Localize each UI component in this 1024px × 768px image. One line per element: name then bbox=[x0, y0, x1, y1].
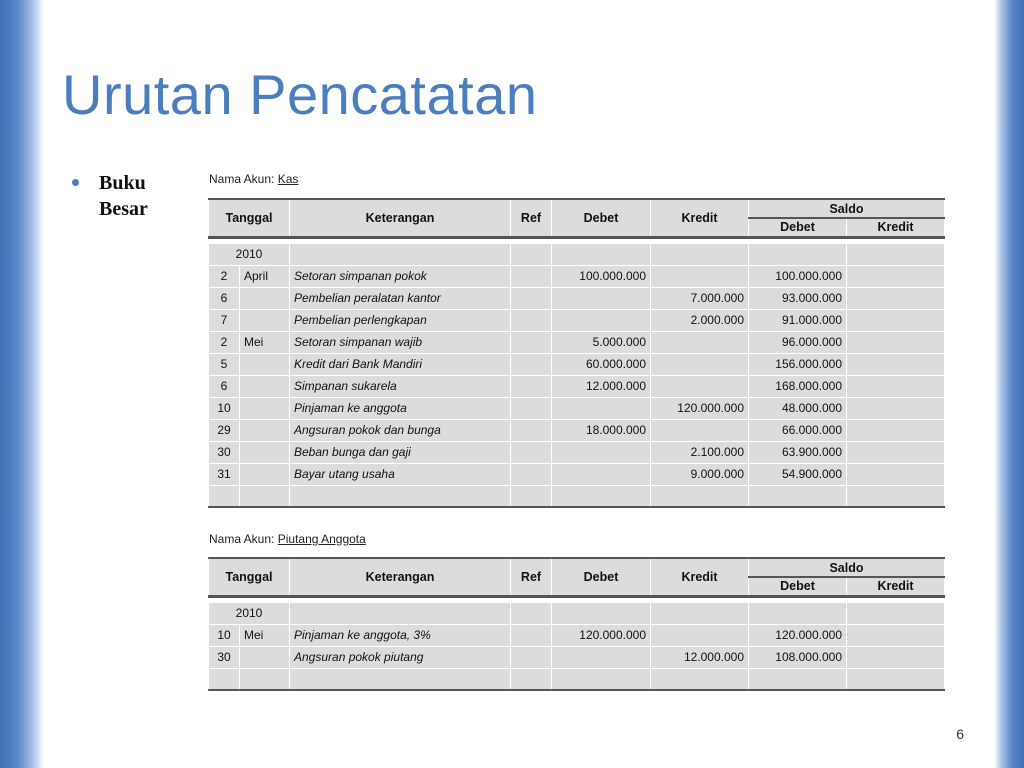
header-keterangan: Keterangan bbox=[290, 199, 511, 237]
bullet-dot-icon bbox=[72, 179, 79, 186]
cell-saldo-debet: 91.000.000 bbox=[749, 309, 847, 331]
cell-kredit bbox=[651, 419, 749, 441]
cell-saldo-debet: 66.000.000 bbox=[749, 419, 847, 441]
cell-saldo-debet: 120.000.000 bbox=[749, 624, 847, 646]
cell-ref bbox=[511, 331, 552, 353]
cell-day: 5 bbox=[209, 353, 240, 375]
cell-kredit bbox=[651, 331, 749, 353]
empty-cell bbox=[552, 602, 651, 624]
header-keterangan: Keterangan bbox=[290, 558, 511, 596]
cell-debet bbox=[552, 287, 651, 309]
ledger-table bbox=[208, 557, 945, 691]
cell-keterangan: Kredit dari Bank Mandiri bbox=[290, 353, 511, 375]
cell-saldo-debet: 54.900.000 bbox=[749, 463, 847, 485]
cell-keterangan: Pembelian peralatan kantor bbox=[290, 287, 511, 309]
year-cell: 2010 bbox=[209, 243, 290, 265]
cell-month: April bbox=[240, 265, 290, 287]
empty-cell bbox=[511, 602, 552, 624]
header-debet: Debet bbox=[552, 558, 651, 596]
cell-month bbox=[240, 287, 290, 309]
cell-saldo-kredit bbox=[847, 668, 945, 690]
cell-day bbox=[209, 668, 240, 690]
cell-keterangan: Setoran simpanan wajib bbox=[290, 331, 511, 353]
cell-keterangan: Setoran simpanan pokok bbox=[290, 265, 511, 287]
cell-day: 10 bbox=[209, 624, 240, 646]
cell-saldo-kredit bbox=[847, 309, 945, 331]
account-name-label bbox=[209, 172, 298, 186]
cell-ref bbox=[511, 375, 552, 397]
cell-ref bbox=[511, 485, 552, 507]
empty-cell bbox=[749, 602, 847, 624]
empty-cell bbox=[847, 602, 945, 624]
cell-debet: 5.000.000 bbox=[552, 331, 651, 353]
cell-debet bbox=[552, 668, 651, 690]
cell-keterangan: Beban bunga dan gaji bbox=[290, 441, 511, 463]
cell-day: 6 bbox=[209, 287, 240, 309]
cell-kredit bbox=[651, 668, 749, 690]
header-saldo: Saldo bbox=[749, 199, 945, 218]
empty-cell bbox=[552, 243, 651, 265]
cell-debet bbox=[552, 397, 651, 419]
right-gradient-border bbox=[994, 0, 1024, 768]
header-ref: Ref bbox=[511, 558, 552, 596]
cell-saldo-kredit bbox=[847, 419, 945, 441]
table-row bbox=[209, 331, 945, 353]
cell-day: 29 bbox=[209, 419, 240, 441]
header-tanggal: Tanggal bbox=[209, 199, 290, 237]
account-label-prefix: Nama Akun: bbox=[209, 172, 275, 186]
table-row bbox=[209, 624, 945, 646]
cell-saldo-debet bbox=[749, 485, 847, 507]
left-gradient-border bbox=[0, 0, 44, 768]
ledger-table bbox=[208, 198, 945, 508]
cell-day: 2 bbox=[209, 331, 240, 353]
cell-saldo-debet: 63.900.000 bbox=[749, 441, 847, 463]
cell-day: 30 bbox=[209, 646, 240, 668]
cell-debet bbox=[552, 485, 651, 507]
cell-ref bbox=[511, 646, 552, 668]
table-row bbox=[209, 287, 945, 309]
cell-kredit bbox=[651, 624, 749, 646]
empty-cell bbox=[651, 602, 749, 624]
empty-cell bbox=[290, 602, 511, 624]
cell-kredit: 2.100.000 bbox=[651, 441, 749, 463]
header-kredit: Kredit bbox=[651, 558, 749, 596]
year-cell: 2010 bbox=[209, 602, 290, 624]
cell-kredit bbox=[651, 265, 749, 287]
cell-ref bbox=[511, 463, 552, 485]
cell-ref bbox=[511, 419, 552, 441]
cell-debet: 100.000.000 bbox=[552, 265, 651, 287]
table-row bbox=[209, 353, 945, 375]
cell-month bbox=[240, 646, 290, 668]
cell-saldo-kredit bbox=[847, 331, 945, 353]
table-row bbox=[209, 463, 945, 485]
cell-kredit: 12.000.000 bbox=[651, 646, 749, 668]
cell-debet: 120.000.000 bbox=[552, 624, 651, 646]
cell-month bbox=[240, 485, 290, 507]
slide-title: Urutan Pencatatan bbox=[62, 63, 538, 126]
cell-debet bbox=[552, 646, 651, 668]
cell-debet: 12.000.000 bbox=[552, 375, 651, 397]
cell-saldo-debet: 93.000.000 bbox=[749, 287, 847, 309]
account-label-prefix: Nama Akun: bbox=[209, 532, 275, 546]
cell-saldo-debet: 100.000.000 bbox=[749, 265, 847, 287]
cell-month bbox=[240, 375, 290, 397]
cell-saldo-kredit bbox=[847, 624, 945, 646]
cell-saldo-debet bbox=[749, 668, 847, 690]
header-saldo-kredit: Kredit bbox=[847, 218, 945, 237]
cell-month: Mei bbox=[240, 331, 290, 353]
table-row bbox=[209, 309, 945, 331]
cell-saldo-kredit bbox=[847, 375, 945, 397]
empty-cell bbox=[290, 243, 511, 265]
table-row bbox=[209, 441, 945, 463]
table-row bbox=[209, 646, 945, 668]
cell-saldo-kredit bbox=[847, 646, 945, 668]
cell-ref bbox=[511, 624, 552, 646]
cell-keterangan: Bayar utang usaha bbox=[290, 463, 511, 485]
account-name: Piutang Anggota bbox=[277, 532, 366, 546]
cell-keterangan: Pinjaman ke anggota bbox=[290, 397, 511, 419]
page-number: 6 bbox=[956, 726, 964, 742]
cell-debet bbox=[552, 309, 651, 331]
cell-month bbox=[240, 353, 290, 375]
cell-day: 2 bbox=[209, 265, 240, 287]
cell-saldo-debet: 48.000.000 bbox=[749, 397, 847, 419]
cell-keterangan bbox=[290, 485, 511, 507]
cell-kredit bbox=[651, 485, 749, 507]
cell-ref bbox=[511, 668, 552, 690]
cell-keterangan: Pembelian perlengkapan bbox=[290, 309, 511, 331]
table-row bbox=[209, 419, 945, 441]
table-row bbox=[209, 485, 945, 507]
header-saldo-kredit: Kredit bbox=[847, 577, 945, 596]
cell-keterangan: Simpanan sukarela bbox=[290, 375, 511, 397]
cell-ref bbox=[511, 265, 552, 287]
cell-saldo-debet: 156.000.000 bbox=[749, 353, 847, 375]
cell-ref bbox=[511, 353, 552, 375]
cell-saldo-kredit bbox=[847, 485, 945, 507]
cell-kredit: 120.000.000 bbox=[651, 397, 749, 419]
cell-month bbox=[240, 463, 290, 485]
cell-debet: 60.000.000 bbox=[552, 353, 651, 375]
cell-day bbox=[209, 485, 240, 507]
cell-ref bbox=[511, 397, 552, 419]
account-name: Kas bbox=[277, 172, 299, 186]
table-row bbox=[209, 265, 945, 287]
cell-ref bbox=[511, 287, 552, 309]
cell-ref bbox=[511, 441, 552, 463]
cell-month bbox=[240, 309, 290, 331]
cell-keterangan: Angsuran pokok dan bunga bbox=[290, 419, 511, 441]
table-row bbox=[209, 668, 945, 690]
cell-debet bbox=[552, 441, 651, 463]
cell-month bbox=[240, 419, 290, 441]
bullet-item bbox=[72, 170, 169, 222]
cell-debet bbox=[552, 463, 651, 485]
cell-month bbox=[240, 668, 290, 690]
cell-saldo-debet: 168.000.000 bbox=[749, 375, 847, 397]
cell-kredit: 9.000.000 bbox=[651, 463, 749, 485]
account-name-label bbox=[209, 532, 366, 546]
cell-keterangan: Angsuran pokok piutang bbox=[290, 646, 511, 668]
empty-cell bbox=[511, 243, 552, 265]
cell-ref bbox=[511, 309, 552, 331]
year-row bbox=[209, 602, 945, 624]
cell-kredit bbox=[651, 353, 749, 375]
cell-kredit: 2.000.000 bbox=[651, 309, 749, 331]
cell-saldo-kredit bbox=[847, 463, 945, 485]
header-debet: Debet bbox=[552, 199, 651, 237]
cell-saldo-debet: 108.000.000 bbox=[749, 646, 847, 668]
cell-keterangan: Pinjaman ke anggota, 3% bbox=[290, 624, 511, 646]
header-saldo-debet: Debet bbox=[749, 218, 847, 237]
cell-saldo-kredit bbox=[847, 265, 945, 287]
header-ref: Ref bbox=[511, 199, 552, 237]
cell-day: 30 bbox=[209, 441, 240, 463]
empty-cell bbox=[651, 243, 749, 265]
cell-month bbox=[240, 441, 290, 463]
cell-saldo-kredit bbox=[847, 397, 945, 419]
header-saldo: Saldo bbox=[749, 558, 945, 577]
table-row bbox=[209, 375, 945, 397]
cell-month: Mei bbox=[240, 624, 290, 646]
cell-keterangan bbox=[290, 668, 511, 690]
empty-cell bbox=[749, 243, 847, 265]
cell-day: 7 bbox=[209, 309, 240, 331]
table-row bbox=[209, 397, 945, 419]
empty-cell bbox=[847, 243, 945, 265]
cell-saldo-debet: 96.000.000 bbox=[749, 331, 847, 353]
cell-day: 6 bbox=[209, 375, 240, 397]
cell-saldo-kredit bbox=[847, 441, 945, 463]
bullet-text: Buku Besar bbox=[99, 172, 148, 220]
cell-month bbox=[240, 397, 290, 419]
cell-kredit: 7.000.000 bbox=[651, 287, 749, 309]
cell-saldo-kredit bbox=[847, 287, 945, 309]
cell-day: 31 bbox=[209, 463, 240, 485]
header-saldo-debet: Debet bbox=[749, 577, 847, 596]
cell-debet: 18.000.000 bbox=[552, 419, 651, 441]
header-kredit: Kredit bbox=[651, 199, 749, 237]
cell-kredit bbox=[651, 375, 749, 397]
header-tanggal: Tanggal bbox=[209, 558, 290, 596]
year-row bbox=[209, 243, 945, 265]
cell-saldo-kredit bbox=[847, 353, 945, 375]
cell-day: 10 bbox=[209, 397, 240, 419]
